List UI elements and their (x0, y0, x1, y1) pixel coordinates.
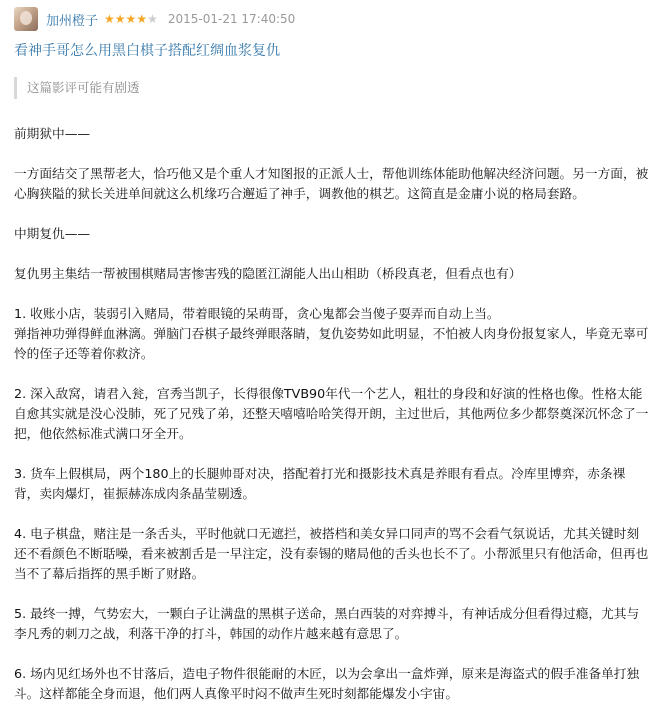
avatar[interactable] (14, 7, 38, 31)
paragraph: 一方面结交了黑帮老大，恰巧他又是个重人才知图报的正派人士，帮他训练体能助他解决经济问题。另一方面，被心胸狭隘的狱长关进单间就这么机缘巧合邂逅了神手，调教他的棋艺。这简直是金庸小说的格局套路。 (14, 166, 649, 201)
star-empty-icon: ★ (147, 12, 158, 26)
review-body (14, 124, 650, 724)
paragraph-item-6: 6. 场内见红场外也不甘落后，造电子物件很能耐的木匠，以为会拿出一盒炸弹，原来是海盗式的假手准备单打独斗。这样都能全身而退，他们两人真像平时闷不做声生死时刻都能爆发小宇宙。 (14, 666, 640, 701)
star-filled-icon: ★ (136, 12, 148, 26)
paragraph-item-3: 3. 货车上假棋局，两个180上的长腿帅哥对决，搭配着打光和摄影技术真是养眼有看点。冷库里博弈，赤条裸背，卖肉爆灯，崔振赫冻成肉条晶莹剔透。 (14, 466, 626, 501)
spoiler-notice: 这篇影评可能有剧透 (14, 77, 140, 99)
review-date: 2015-01-21 17:40:50 (167, 12, 296, 26)
paragraph-revenge-heading: 中期复仇—— (14, 226, 91, 241)
review-title[interactable]: 看神手哥怎么用黑白棋子搭配红绸血浆复仇 (14, 43, 280, 59)
paragraph-item-2: 2. 深入敌窝，请君入瓮，宫秀当凯子，长得很像TVB90年代一个艺人，粗壮的身段和好演的性格也像。性格太能自愈其实就是没心没肺，死了兄残了弟，还整天嘻嘻哈哈笑得开朗，主过世后，其他两位多少都祭奠深沉怀念了一把，他依然标准式满口牙全开。 (14, 386, 649, 441)
rating-stars (104, 12, 158, 26)
paragraph-prison-heading: 前期狱中—— (14, 126, 91, 141)
author-name[interactable]: 加州橙子 (46, 13, 99, 29)
paragraph-item-1: 1. 收账小店，装弱引入赌局，带着眼镜的呆萌哥，贪心鬼都会当傻子耍弄而自动上当。 弹指神功弹得鲜血淋漓。弹脑门吞棋子最终弹眼落睛，复仇姿势如此明显，不怕被人肉身份报复家人，毕竟无辜可怜的侄子还等着你救济。 (14, 306, 649, 361)
star-filled-icon: ★ (114, 12, 126, 26)
review-header (14, 6, 295, 32)
paragraph: 复仇男主集结一帮被围棋赌局害惨害残的隐匿江湖能人出山相助（桥段真老，但看点也有） (14, 266, 522, 281)
star-filled-icon: ★ (125, 12, 137, 26)
star-filled-icon: ★ (104, 12, 115, 26)
paragraph-item-5: 5. 最终一搏，气势宏大，一颗白子让满盘的黑棋子送命，黑白西装的对弈搏斗，有神话成分但看得过瘾，尤其与李凡秀的刺刀之战，利落干净的打斗，韩国的动作片越来越有意思了。 (14, 606, 640, 641)
paragraph-item-4: 4. 电子棋盘，赌注是一条舌头，平时他就口无遮拦，被搭档和美女异口同声的骂不会看气氛说话，尤其关键时刻还不看颜色不断聒噪，看来被割舌是一早注定，没有泰锡的赌局他的舌头也长不了。小帮派里只有他活命，但再也当不了幕后指挥的黑手断了财路。 (14, 526, 649, 581)
